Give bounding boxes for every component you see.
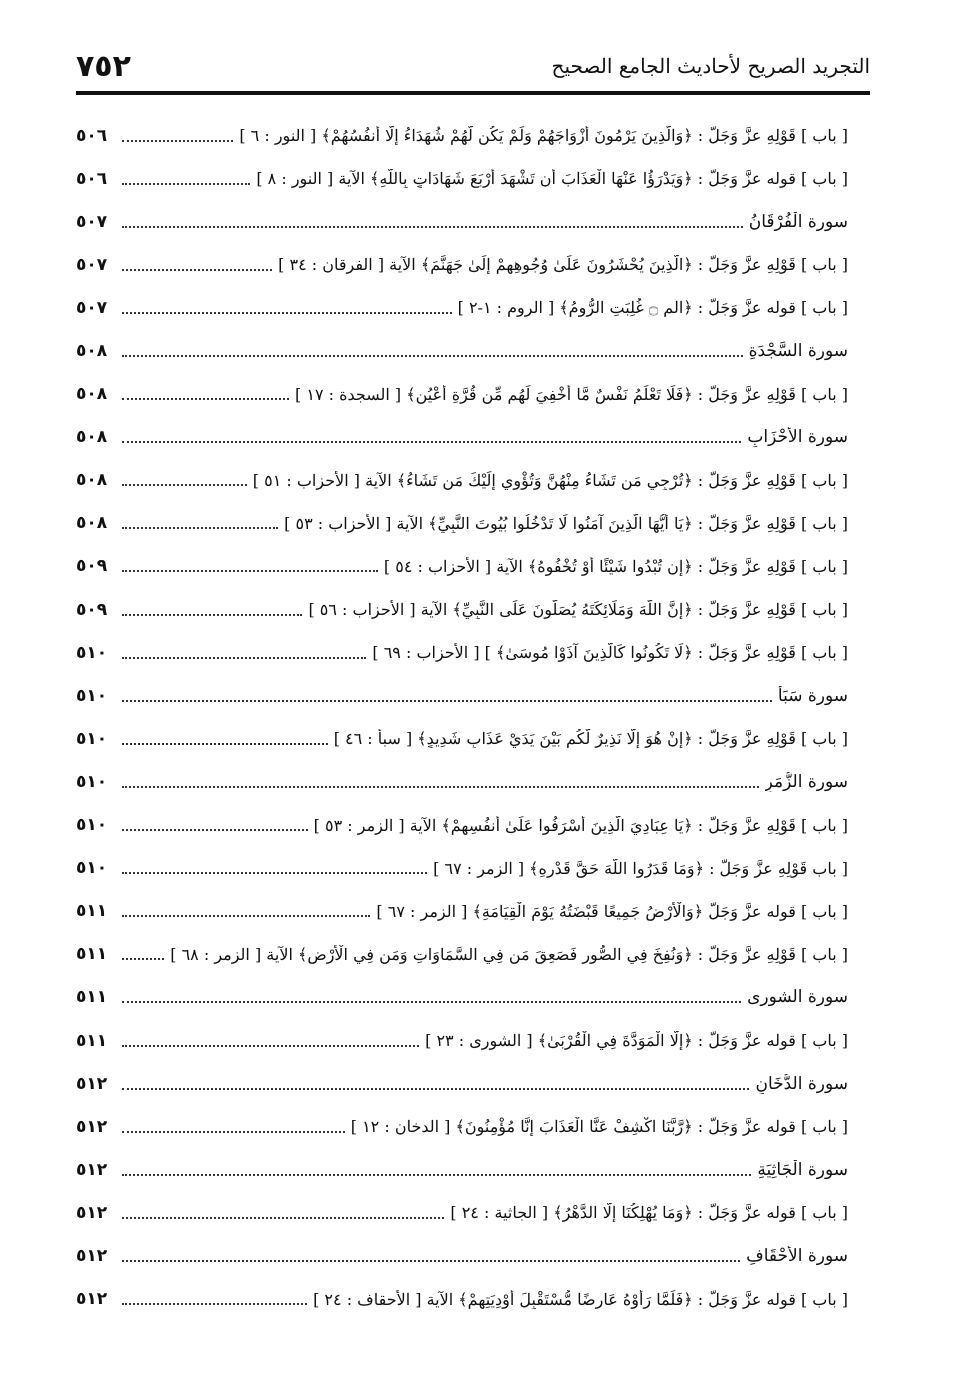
entry-page-number: ٥١٢	[76, 1245, 108, 1266]
toc-bab-entry	[76, 890, 848, 933]
toc-bab-entry	[76, 157, 848, 200]
entry-title: [ باب ] قَوْلِهِ عزَّ وَجَلَّ : ﴿فَلَا تَعْلَمُ نَفْسٌ مَّا أُخْفِيَ لَهُم مِّن قُرَّةِ أَعْيُنٍ﴾ [ السجدة : ١٧ ]	[295, 384, 848, 404]
dot-leader	[122, 1001, 741, 1003]
entry-title: [ باب ] قَوْلِهِ عزَّ وَجَلَّ : ﴿الَّذِينَ يُحْشَرُونَ عَلَىٰ وُجُوهِهِمْ إِلَىٰ جَهَنَّمَ﴾ الآية [ الفرقان : ٣٤ ]	[278, 255, 848, 275]
toc-bab-entry	[76, 459, 848, 502]
dot-leader	[122, 269, 272, 271]
dot-leader	[122, 1260, 740, 1262]
dot-leader	[122, 226, 743, 228]
entry-title: [ باب ] قَوْلِهِ عزَّ وَجَلَّ : ﴿وَالَّذِينَ يَرْمُونَ أَزْوَاجَهُمْ وَلَمْ يَكُن لَّهُمْ شُهَدَاءُ إِلَّا أَنفُسُهُمْ﴾ [ النور : ٦ ]	[239, 126, 848, 146]
dot-leader	[122, 140, 233, 142]
dot-leader	[122, 355, 743, 357]
toc-bab-entry	[76, 1105, 848, 1148]
toc-bab-entry	[76, 545, 848, 588]
toc-surah-entry	[76, 329, 848, 372]
entry-title: سورة الْفُرْقَانُ	[748, 211, 848, 232]
entry-title: سورة الزُّمَرِ	[764, 771, 848, 792]
entry-page-number: ٥١١	[76, 944, 108, 965]
entry-page-number: ٥١٢	[76, 1116, 108, 1137]
header-rule	[76, 91, 870, 95]
toc-bab-entry	[76, 114, 848, 157]
entry-title: [ باب ] قَوْلِهِ عزَّ وَجَلَّ : ﴿لَا تَكُونُوا كَالَّذِينَ آذَوْا مُوسَىٰ﴾ ] [ الأحزاب : ٦٩ ]	[372, 643, 848, 663]
dot-leader	[122, 743, 328, 745]
dot-leader	[122, 1045, 419, 1047]
toc-bab-entry	[76, 847, 848, 890]
dot-leader	[122, 1088, 749, 1090]
entry-page-number: ٥٠٦	[76, 168, 108, 189]
entry-title: [ باب ] قَوْلِهِ عزَّ وَجَلَّ : ﴿تُرْجِي مَن تَشَاءُ مِنْهُنَّ وَتُؤْوِي إِلَيْكَ مَن تَشَاءُ﴾ الآية [ الأحزاب : ٥١ ]	[252, 470, 848, 490]
toc-bab-entry	[76, 373, 848, 416]
toc-bab-entry	[76, 1191, 848, 1234]
entry-title: [ باب ] قوله عزَّ وَجَلَّ : ﴿وَيَدْرَؤُا عَنْهَا الْعَذَابَ أَن تَشْهَدَ أَرْبَعَ شَهَادَاتٍ بِاللَّهِ﴾ الآية [ النور : ٨ ]	[256, 169, 848, 189]
entry-page-number: ٥٠٧	[76, 297, 108, 318]
entry-page-number: ٥١٢	[76, 1202, 108, 1223]
entry-page-number: ٥١٠	[76, 858, 108, 879]
dot-leader	[122, 872, 427, 874]
dot-leader	[122, 915, 370, 917]
entry-title: [ باب ] قَوْلِهِ عزَّ وَجَلَّ : ﴿وَنُفِخَ فِي الصُّورِ فَصَعِقَ مَن فِي السَّمَاوَاتِ وَمَن فِي الْأَرْضِ﴾ الآية [ الزمر : ٦٨ ]	[170, 944, 848, 964]
entry-title: سورة الأَحْقَافِ	[746, 1245, 848, 1266]
entry-title: [ باب ] قوله عزَّ وَجَلَّ : ﴿رَّبَّنَا اكْشِفْ عَنَّا الْعَذَابَ إِنَّا مُؤْمِنُونَ﴾ [ الدخان : ١٢ ]	[350, 1117, 848, 1137]
entry-page-number: ٥١٠	[76, 642, 108, 663]
entry-page-number: ٥٠٨	[76, 341, 108, 362]
entry-title: سورة السَّجْدَةِ	[748, 341, 848, 362]
entry-title: [ باب قَوْلِهِ عزَّ وَجَلَّ : ﴿وَمَا قَدَرُوا اللَّهَ حَقَّ قَدْرِهِ﴾ [ الزمر : ٦٧ ]	[433, 858, 848, 878]
toc-surah-entry	[76, 1062, 848, 1105]
table-of-contents	[76, 114, 848, 1321]
entry-title: سورة سَبَأ	[777, 685, 848, 706]
entry-page-number: ٥١١	[76, 1030, 108, 1051]
toc-bab-entry	[76, 286, 848, 329]
entry-page-number: ٥١١	[76, 901, 108, 922]
page-header	[76, 42, 870, 90]
dot-leader	[122, 786, 759, 788]
entry-title: [ باب ] قَوْلِهِ عزَّ وَجَلَّ : ﴿إِن تُبْدُوا شَيْئًا أَوْ تُخْفُوهُ﴾ الآية [ الأحزاب : ٥٤ ]	[383, 556, 848, 576]
entry-title: [ باب ] قوله عزَّ وَجَلَّ : ﴿إِلَّا الْمَوَدَّةَ فِي الْقُرْبَىٰ﴾ [ الشورى : ٢٣ ]	[425, 1031, 848, 1051]
toc-bab-entry	[76, 1278, 848, 1321]
dot-leader	[122, 183, 250, 185]
toc-surah-entry	[76, 1148, 848, 1191]
dot-leader	[122, 1131, 345, 1133]
entry-title: [ باب ] قوله عزَّ وَجَلَّ ﴿وَالْأَرْضُ جَمِيعًا قَبْضَتُهُ يَوْمَ الْقِيَامَةِ﴾ [ الزمر : ٦٧ ]	[376, 901, 848, 921]
entry-page-number: ٥٠٧	[76, 211, 108, 232]
entry-title: [ باب ] قوله عزَّ وَجَلَّ : ﴿فَلَمَّا رَأَوْهُ عَارِضًا مُّسْتَقْبِلَ أَوْدِيَتِهِمْ﴾ الآية [ الأحقاف : ٢٤ ]	[313, 1289, 848, 1309]
dot-leader	[122, 484, 247, 486]
dot-leader	[122, 527, 278, 529]
dot-leader	[122, 657, 366, 659]
entry-page-number: ٥٠٩	[76, 556, 108, 577]
toc-surah-entry	[76, 200, 848, 243]
toc-surah-entry	[76, 416, 848, 459]
entry-page-number: ٥٠٨	[76, 513, 108, 534]
dot-leader	[122, 614, 302, 616]
toc-surah-entry	[76, 674, 848, 717]
toc-bab-entry	[76, 804, 848, 847]
entry-page-number: ٥٠٨	[76, 470, 108, 491]
entry-page-number: ٥١٠	[76, 728, 108, 749]
dot-leader	[122, 1303, 307, 1305]
entry-title: [ باب ] قَوْلِهِ عزَّ وَجَلَّ : ﴿إِنْ هُوَ إِلَّا نَذِيرٌ لَّكُم بَيْنَ يَدَيْ عَذَابٍ شَدِيدٍ﴾ [ سبأ : ٤٦ ]	[333, 729, 848, 749]
toc-surah-entry	[76, 760, 848, 803]
entry-title: [ باب ] قَوْلِهِ عزَّ وَجَلَّ : ﴿يَا أَيُّهَا الَّذِينَ آمَنُوا لَا تَدْخُلُوا بُيُوتَ النَّبِيِّ﴾ الآية [ الأحزاب : ٥٣ ]	[284, 513, 848, 533]
dot-leader	[122, 700, 772, 702]
dot-leader	[122, 398, 289, 400]
entry-page-number: ٥١٢	[76, 1159, 108, 1180]
entry-page-number: ٥٠٨	[76, 427, 108, 448]
entry-page-number: ٥١١	[76, 987, 108, 1008]
dot-leader	[122, 958, 164, 960]
running-title: التجريد الصريح لأحاديث الجامع الصحيح	[551, 54, 870, 78]
entry-title: [ باب ] قَوْلِهِ عزَّ وَجَلَّ : ﴿يَا عِبَادِيَ الَّذِينَ أَسْرَفُوا عَلَىٰ أَنفُسِهِمْ﴾ الآية [ الزمر : ٥٣ ]	[313, 815, 848, 835]
dot-leader	[122, 1217, 444, 1219]
toc-bab-entry	[76, 243, 848, 286]
entry-title: سورة الأَحْزَابِ	[747, 427, 848, 448]
entry-title: [ باب ] قوله عزَّ وَجَلَّ : ﴿الم ۝ غُلِبَتِ الرُّومُ﴾ [ الروم : ١-٢ ]	[457, 298, 848, 318]
dot-leader	[122, 1174, 751, 1176]
entry-title: سورة الْجَاثِيَةِ	[757, 1159, 848, 1180]
entry-page-number: ٥٠٦	[76, 125, 108, 146]
entry-page-number: ٥١٠	[76, 815, 108, 836]
entry-page-number: ٥٠٩	[76, 599, 108, 620]
toc-bab-entry	[76, 631, 848, 674]
toc-surah-entry	[76, 976, 848, 1019]
toc-surah-entry	[76, 1234, 848, 1277]
entry-title: [ باب ] قَوْلِهِ عزَّ وَجَلَّ : ﴿إِنَّ اللَّهَ وَمَلَائِكَتَهُ يُصَلُّونَ عَلَى النَّبِيِّ﴾ الآية [ الأحزاب : ٥٦ ]	[308, 600, 848, 620]
dot-leader	[122, 441, 741, 443]
dot-leader	[122, 829, 308, 831]
toc-bab-entry	[76, 502, 848, 545]
entry-page-number: ٥٠٧	[76, 254, 108, 275]
entry-title: [ باب ] قوله عزَّ وَجَلَّ : ﴿وَمَا يُهْلِكُنَا إِلَّا الدَّهْرُ﴾ [ الجاثية : ٢٤ ]	[450, 1203, 848, 1223]
entry-page-number: ٥١٢	[76, 1289, 108, 1310]
page-number: ٧٥٢	[76, 48, 131, 84]
dot-leader	[122, 570, 378, 572]
entry-page-number: ٥١٠	[76, 685, 108, 706]
entry-page-number: ٥٠٨	[76, 384, 108, 405]
entry-page-number: ٥١٠	[76, 771, 108, 792]
toc-bab-entry	[76, 933, 848, 976]
toc-bab-entry	[76, 588, 848, 631]
dot-leader	[122, 312, 452, 314]
entry-title: سورة الشورى	[747, 987, 848, 1008]
toc-bab-entry	[76, 1019, 848, 1062]
entry-title: سورة الدُّخَانِ	[755, 1073, 848, 1094]
toc-bab-entry	[76, 717, 848, 760]
entry-page-number: ٥١٢	[76, 1073, 108, 1094]
